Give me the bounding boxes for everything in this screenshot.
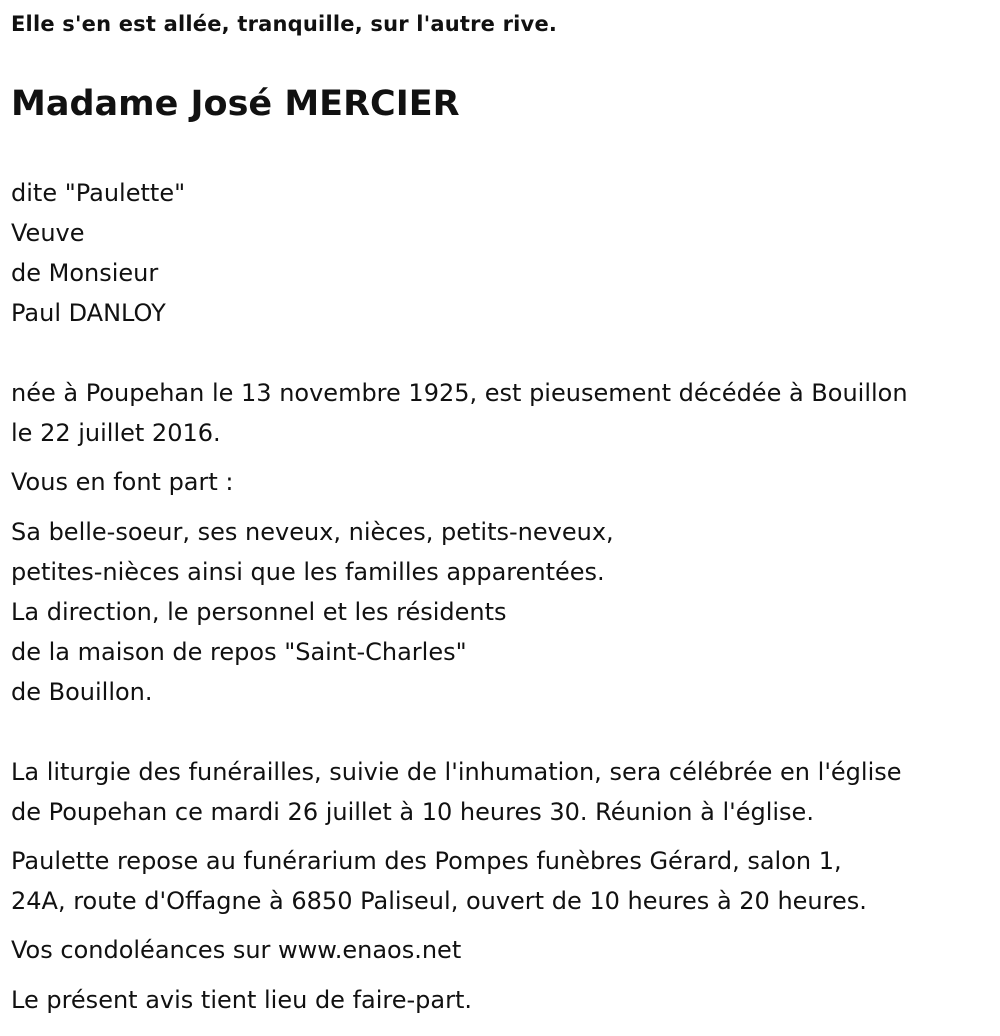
notice-line: Le présent avis tient lieu de faire-part.: [11, 986, 473, 1014]
condolences-line: Vos condoléances sur www.enaos.net: [11, 936, 462, 964]
status-line: Veuve: [11, 219, 85, 247]
epigraph: Elle s'en est allée, tranquille, sur l'autre rive.: [11, 12, 558, 36]
birth-death-line-1: née à Poupehan le 13 novembre 1925, est pieusement décédée à Bouillon: [11, 379, 908, 407]
spouse-name-line: Paul DANLOY: [11, 299, 166, 327]
announcer-line: La direction, le personnel et les résidents: [11, 598, 507, 626]
announcer-line: de Bouillon.: [11, 678, 153, 706]
funeral-line-1: La liturgie des funérailles, suivie de l'inhumation, sera célébrée en l'église: [11, 758, 902, 786]
announcer-line: de la maison de repos "Saint-Charles": [11, 638, 467, 666]
birth-death-line-2: le 22 juillet 2016.: [11, 419, 221, 447]
deceased-name: Madame José MERCIER: [11, 84, 460, 124]
funerarium-line-1: Paulette repose au funérarium des Pompes funèbres Gérard, salon 1,: [11, 847, 842, 875]
funeral-line-2: de Poupehan ce mardi 26 juillet à 10 heures 30. Réunion à l'église.: [11, 798, 814, 826]
nickname-line: dite "Paulette": [11, 179, 186, 207]
announcers-intro: Vous en font part :: [11, 468, 234, 496]
spouse-prefix-line: de Monsieur: [11, 259, 159, 287]
funerarium-line-2: 24A, route d'Offagne à 6850 Paliseul, ouvert de 10 heures à 20 heures.: [11, 887, 867, 915]
announcer-line: Sa belle-soeur, ses neveux, nièces, petits-neveux,: [11, 518, 614, 546]
announcer-line: petites-nièces ainsi que les familles apparentées.: [11, 558, 605, 586]
